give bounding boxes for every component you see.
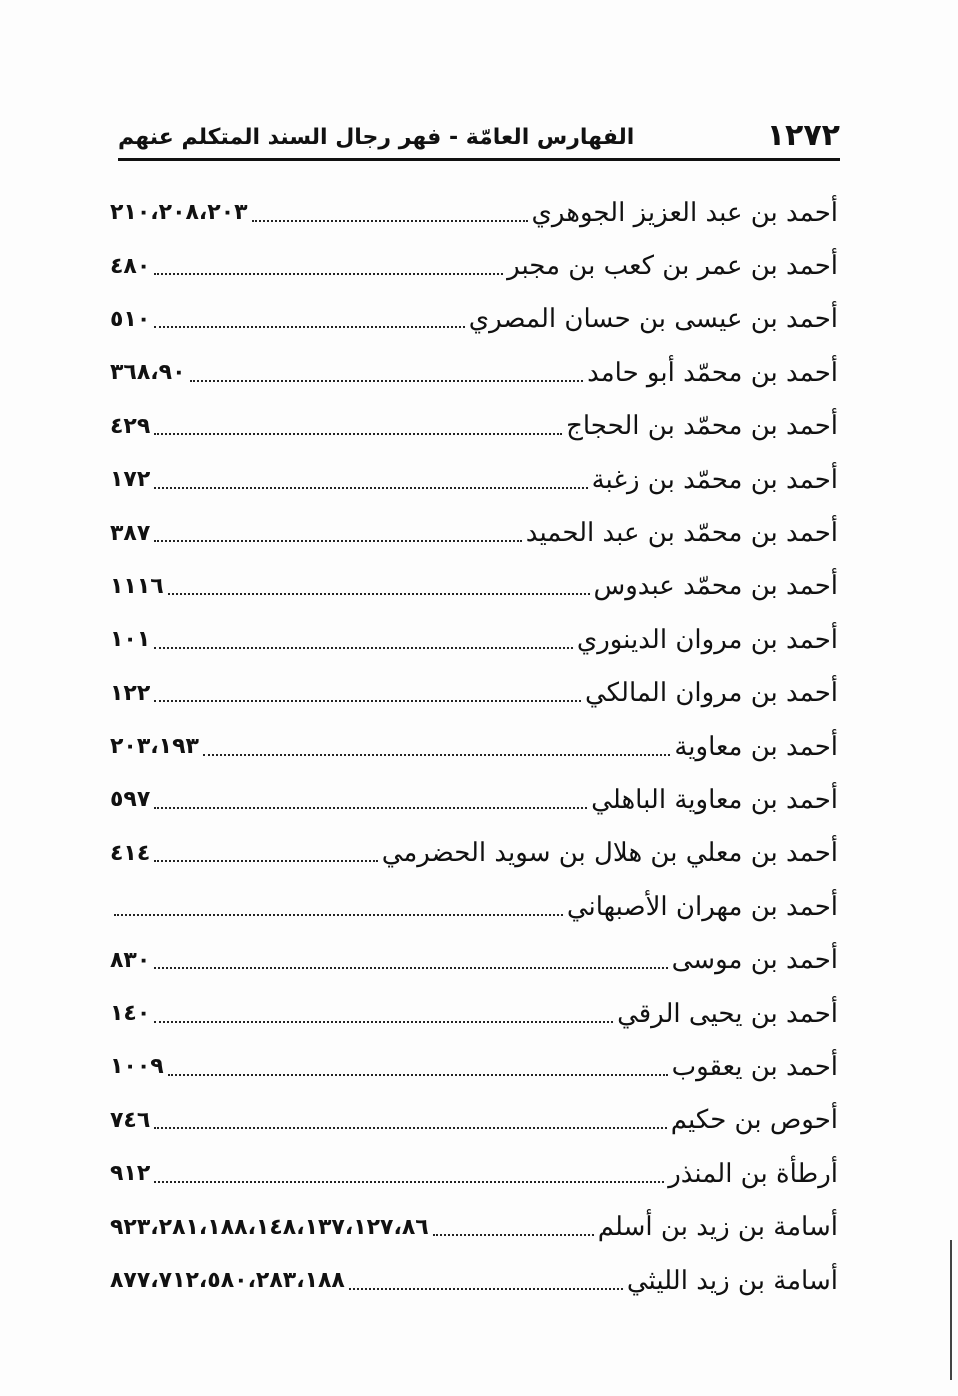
entry-pages: ١١١٦ <box>110 573 164 599</box>
page-edge-mark <box>950 1240 952 1380</box>
entry-pages: ٩١٢ <box>110 1161 151 1187</box>
leader-dots <box>154 860 377 862</box>
index-entries <box>110 186 838 1307</box>
index-entry <box>110 346 838 399</box>
entry-name: أحمد بن معاوية الباهلي <box>591 784 838 815</box>
entry-pages: ٣٦٨،٩٠ <box>110 360 186 386</box>
index-entry <box>110 560 838 613</box>
index-entry <box>110 827 838 880</box>
entry-pages: ٨٣٠ <box>110 947 151 973</box>
entry-pages: ١٧٢ <box>110 467 151 493</box>
entry-pages: ٣٨٧ <box>110 520 151 546</box>
leader-dots <box>190 380 584 382</box>
leader-dots <box>168 593 590 595</box>
entry-name: أحمد بن يعقوب <box>671 1051 838 1082</box>
entry-name: أحمد بن عيسى بن حسان المصري <box>468 304 838 335</box>
entry-name: أسامة بن زيد الليثي <box>626 1265 838 1296</box>
index-entry <box>110 1147 838 1200</box>
index-entry <box>110 400 838 453</box>
index-entry <box>110 613 838 666</box>
running-title: الفهارس العامّة - فهر رجال السند المتكلم عنهم <box>118 125 635 150</box>
index-entry <box>110 186 838 239</box>
entry-name: أحمد بن محمّد بن عبد الحميد <box>525 518 838 549</box>
entry-name: أحمد بن معلي بن هلال بن سويد الحضرمي <box>381 838 838 869</box>
entry-name: أحمد بن موسى <box>671 945 838 976</box>
leader-dots <box>154 540 522 542</box>
index-entry <box>110 1254 838 1307</box>
entry-pages: ٤٢٩ <box>110 413 151 439</box>
leader-dots <box>154 433 562 435</box>
leader-dots <box>168 1074 668 1076</box>
leader-dots <box>154 487 587 489</box>
page-header <box>118 112 840 154</box>
index-entry <box>110 239 838 292</box>
leader-dots <box>154 1181 664 1183</box>
leader-dots <box>154 273 503 275</box>
entry-name: أحمد بن محمّد بن زغبة <box>591 464 838 495</box>
entry-pages: ٩٢٣،٢٨١،١٨٨،١٤٨،١٣٧،١٢٧،٨٦ <box>110 1214 429 1240</box>
entry-name: أحمد بن عبد العزيز الجوهري <box>531 197 838 228</box>
index-entry <box>110 987 838 1040</box>
entry-pages: ١٢٢ <box>110 680 151 706</box>
index-entry <box>110 1200 838 1253</box>
index-entry <box>110 720 838 773</box>
index-entry <box>110 773 838 826</box>
header-rule <box>118 158 840 161</box>
entry-name: أحوص بن حكيم <box>670 1105 838 1136</box>
index-entry <box>110 880 838 933</box>
entry-name: أحمد بن معاوية <box>674 731 838 762</box>
leader-dots <box>154 700 581 702</box>
entry-name: أرطأة بن المنذر <box>668 1158 838 1189</box>
entry-pages: ١٤٠ <box>110 1001 151 1027</box>
entry-pages: ١٠١ <box>110 627 151 653</box>
entry-name: أحمد بن محمّد بن الحجاج <box>566 411 838 442</box>
entry-pages: ٢١٠،٢٠٨،٢٠٣ <box>110 200 248 226</box>
index-entry <box>110 667 838 720</box>
index-entry <box>110 506 838 559</box>
leader-dots <box>154 326 464 328</box>
entry-name: أحمد بن يحيى الرقي <box>617 998 838 1029</box>
leader-dots <box>433 1234 594 1236</box>
leader-dots <box>154 807 587 809</box>
entry-name: أحمد بن مروان الدينوري <box>576 624 838 655</box>
entry-name: أحمد بن عمر بن كعب بن مجبر <box>507 251 838 282</box>
leader-dots <box>114 914 563 916</box>
entry-name: أحمد بن محمّد أبو حامد <box>587 357 838 388</box>
index-entry <box>110 1040 838 1093</box>
index-entry <box>110 293 838 346</box>
leader-dots <box>154 1127 666 1129</box>
entry-pages: ٨٧٧،٧١٢،٥٨٠،٢٨٣،١٨٨ <box>110 1268 345 1293</box>
entry-pages: ٧٤٦ <box>110 1107 151 1133</box>
page-number: ١٢٧٢ <box>766 118 840 153</box>
entry-pages: ١٠٠٩ <box>110 1054 164 1080</box>
leader-dots <box>349 1288 623 1290</box>
entry-pages: ٥٩٧ <box>110 787 151 813</box>
index-entry <box>110 933 838 986</box>
leader-dots <box>203 754 670 756</box>
entry-pages: ٢٠٣،١٩٣ <box>110 734 199 760</box>
entry-name: أحمد بن مهران الأصبهاني <box>566 891 838 922</box>
index-entry <box>110 1094 838 1147</box>
entry-name: أحمد بن محمّد عبدوس <box>593 571 838 602</box>
entry-pages: ٤١٤ <box>110 840 151 866</box>
entry-pages: ٥١٠ <box>110 306 151 332</box>
entry-name: أحمد بن مروان المالكي <box>585 678 838 709</box>
leader-dots <box>154 967 667 969</box>
entry-name: أسامة بن زيد بن أسلم <box>597 1212 838 1243</box>
leader-dots <box>154 1021 613 1023</box>
entry-pages: ٤٨٠ <box>110 253 151 279</box>
leader-dots <box>154 647 573 649</box>
leader-dots <box>252 220 528 222</box>
index-entry <box>110 453 838 506</box>
